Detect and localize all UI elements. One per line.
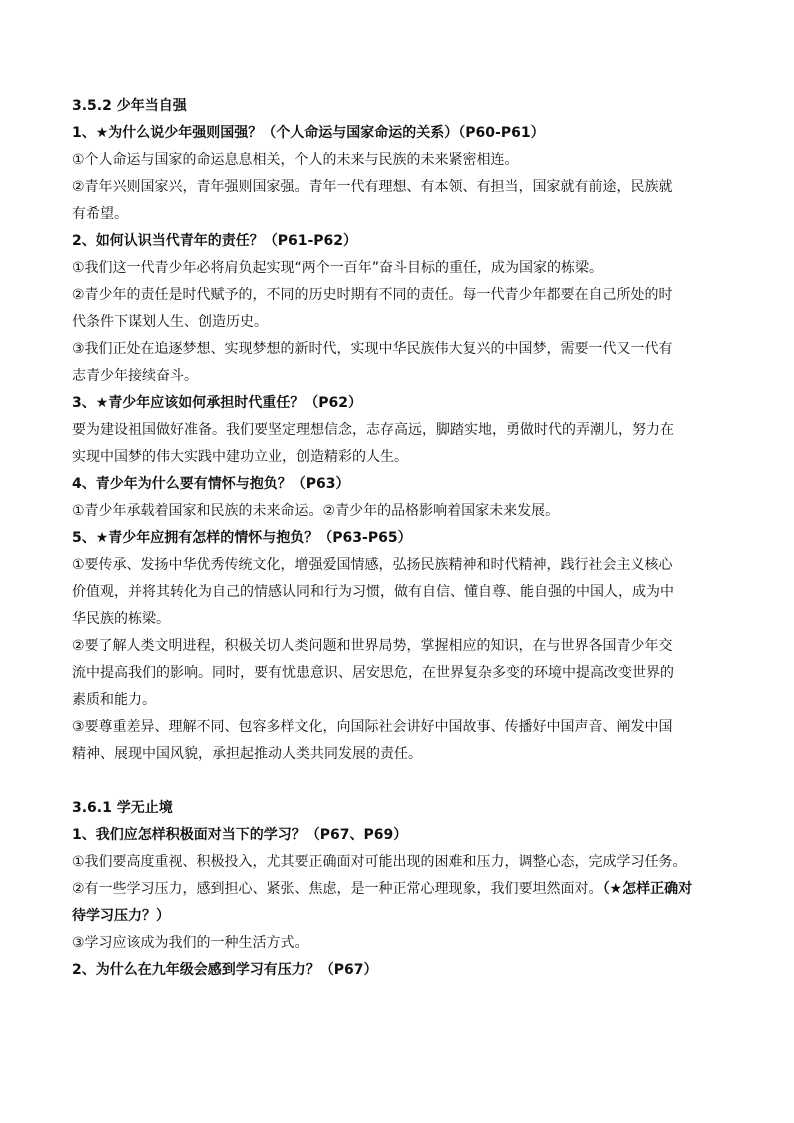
answer-line: ③学习应该成为我们的一种生活方式。 (72, 935, 309, 951)
answer-line: 价值观，并将其转化为自己的情感认同和行为习惯，做有自信、懂自尊、能自强的中国人，成为中 (72, 584, 674, 600)
answer-line: 有希望。 (72, 206, 128, 222)
question-title: 3、★青少年应该如何承担时代重任？（P62） (72, 395, 363, 411)
section-heading: 3.6.1 学无止境 (72, 800, 173, 816)
section-spacer (72, 768, 724, 795)
answer-line: ②青年兴则国家兴，青年强则国家强。青年一代有理想、有本领、有担当，国家就有前途，民族就 (72, 179, 673, 195)
answer-line: ③我们正处在追逐梦想、实现梦想的新时代，实现中华民族伟大复兴的中国梦，需要一代又一代有 (72, 341, 673, 357)
answer-line: ①我们这一代青少年必将肩负起实现“两个一百年”奋斗目标的重任，成为国家的栋梁。 (72, 260, 604, 276)
answer-line: ①个人命运与国家的命运息息相关，个人的未来与民族的未来紧密相连。 (72, 152, 519, 168)
question-title: 2、如何认识当代青年的责任？（P61-P62） (72, 233, 358, 249)
answer-text: ②有一些学习压力，感到担心、紧张、焦虑，是一种正常心理现象，我们要坦然面对。 (72, 881, 603, 897)
answer-line: 精神、展现中国风貌，承担起推动人类共同发展的责任。 (72, 746, 422, 762)
answer-line: 素质和能力。 (72, 692, 156, 708)
answer-line: ②青少年的责任是时代赋予的，不同的历史时期有不同的责任。每一代青少年都要在自己所处的时 (72, 287, 673, 303)
question-title: 4、青少年为什么要有情怀与抱负？（P63） (72, 476, 350, 492)
answer-line: ①我们要高度重视、积极投入，尤其要正确面对可能出现的困难和压力，调整心态，完成学习任务。 (72, 854, 687, 870)
question-title: 1、我们应怎样积极面对当下的学习？（P67、P69） (72, 827, 408, 843)
answer-line: 流中提高我们的影响。同时，要有忧患意识、居安思危，在世界复杂多变的环境中提高改变世界的 (72, 665, 674, 681)
question-title: 2、为什么在九年级会感到学习有压力？（P67） (72, 962, 378, 978)
document-content (72, 93, 724, 984)
answer-line: 华民族的栋梁。 (72, 611, 170, 627)
answer-line: 要为建设祖国做好准备。我们要坚定理想信念，志存高远，脚踏实地，勇做时代的弄潮儿，努力在 (72, 422, 674, 438)
answer-line: 实现中国梦的伟大实践中建功立业，创造精彩的人生。 (72, 449, 408, 465)
bold-note-continued: 待学习压力？） (72, 908, 170, 924)
question-title: 5、★青少年应拥有怎样的情怀与抱负？（P63-P65） (72, 530, 412, 546)
answer-line: ②要了解人类文明进程，积极关切人类问题和世界局势，掌握相应的知识，在与世界各国青少年交 (72, 638, 673, 654)
answer-line: 志青少年接续奋斗。 (72, 368, 198, 384)
question-title: 1、★为什么说少年强则国强？（个人命运与国家命运的关系）（P60-P61） (72, 125, 545, 141)
section-heading: 3.5.2 少年当自强 (72, 98, 187, 114)
answer-line: ①青少年承载着国家和民族的未来命运。②青少年的品格影响着国家未来发展。 (72, 503, 560, 519)
answer-line (72, 876, 724, 903)
answer-line: ①要传承、发扬中华优秀传统文化，增强爱国情感，弘扬民族精神和时代精神，践行社会主义核心 (72, 557, 673, 573)
answer-line: 代条件下谋划人生、创造历史。 (72, 314, 268, 330)
answer-line: ③要尊重差异、理解不同、包容多样文化，向国际社会讲好中国故事、传播好中国声音、阐发中国 (72, 719, 673, 735)
bold-note: （★怎样正确对 (602, 881, 693, 897)
